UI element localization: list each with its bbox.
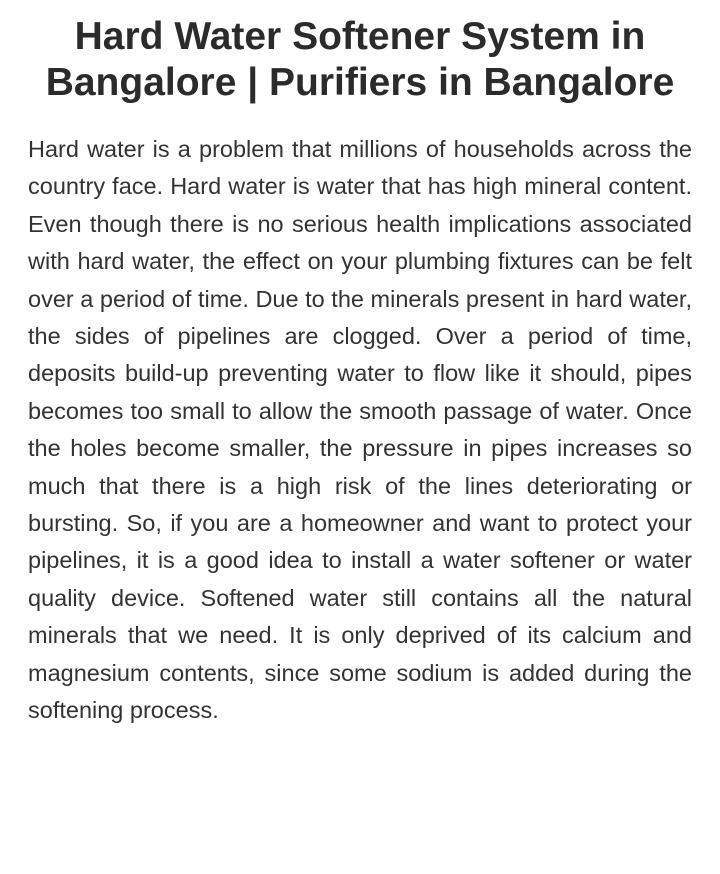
article-body: Hard water is a problem that millions of households across the country face. Hard water is water that has high mineral content. Even though there is no serious health implications associated with hard water, the effect on your plumbing fixtures can be felt over a period of time. Due to the minerals present in hard water, the sides of pipelines are clogged. Over a period of time, deposits build-up preventing water to flow like it should, pipes becomes too small to allow the smooth passage of water. Once the holes become smaller, the pressure in pipes increases so much that there is a high risk of the lines deteriorating or bursting. So, if you are a homeowner and want to protect your pipelines, it is a good idea to install a water softener or water quality device. Softened water still contains all the natural minerals that we need. It is only deprived of its calcium and magnesium contents, since some sodium is added during the softening process.	[28, 136, 692, 724]
article-title: Hard Water Softener System in Bangalore | Purifiers in Bangalore	[45, 15, 675, 104]
